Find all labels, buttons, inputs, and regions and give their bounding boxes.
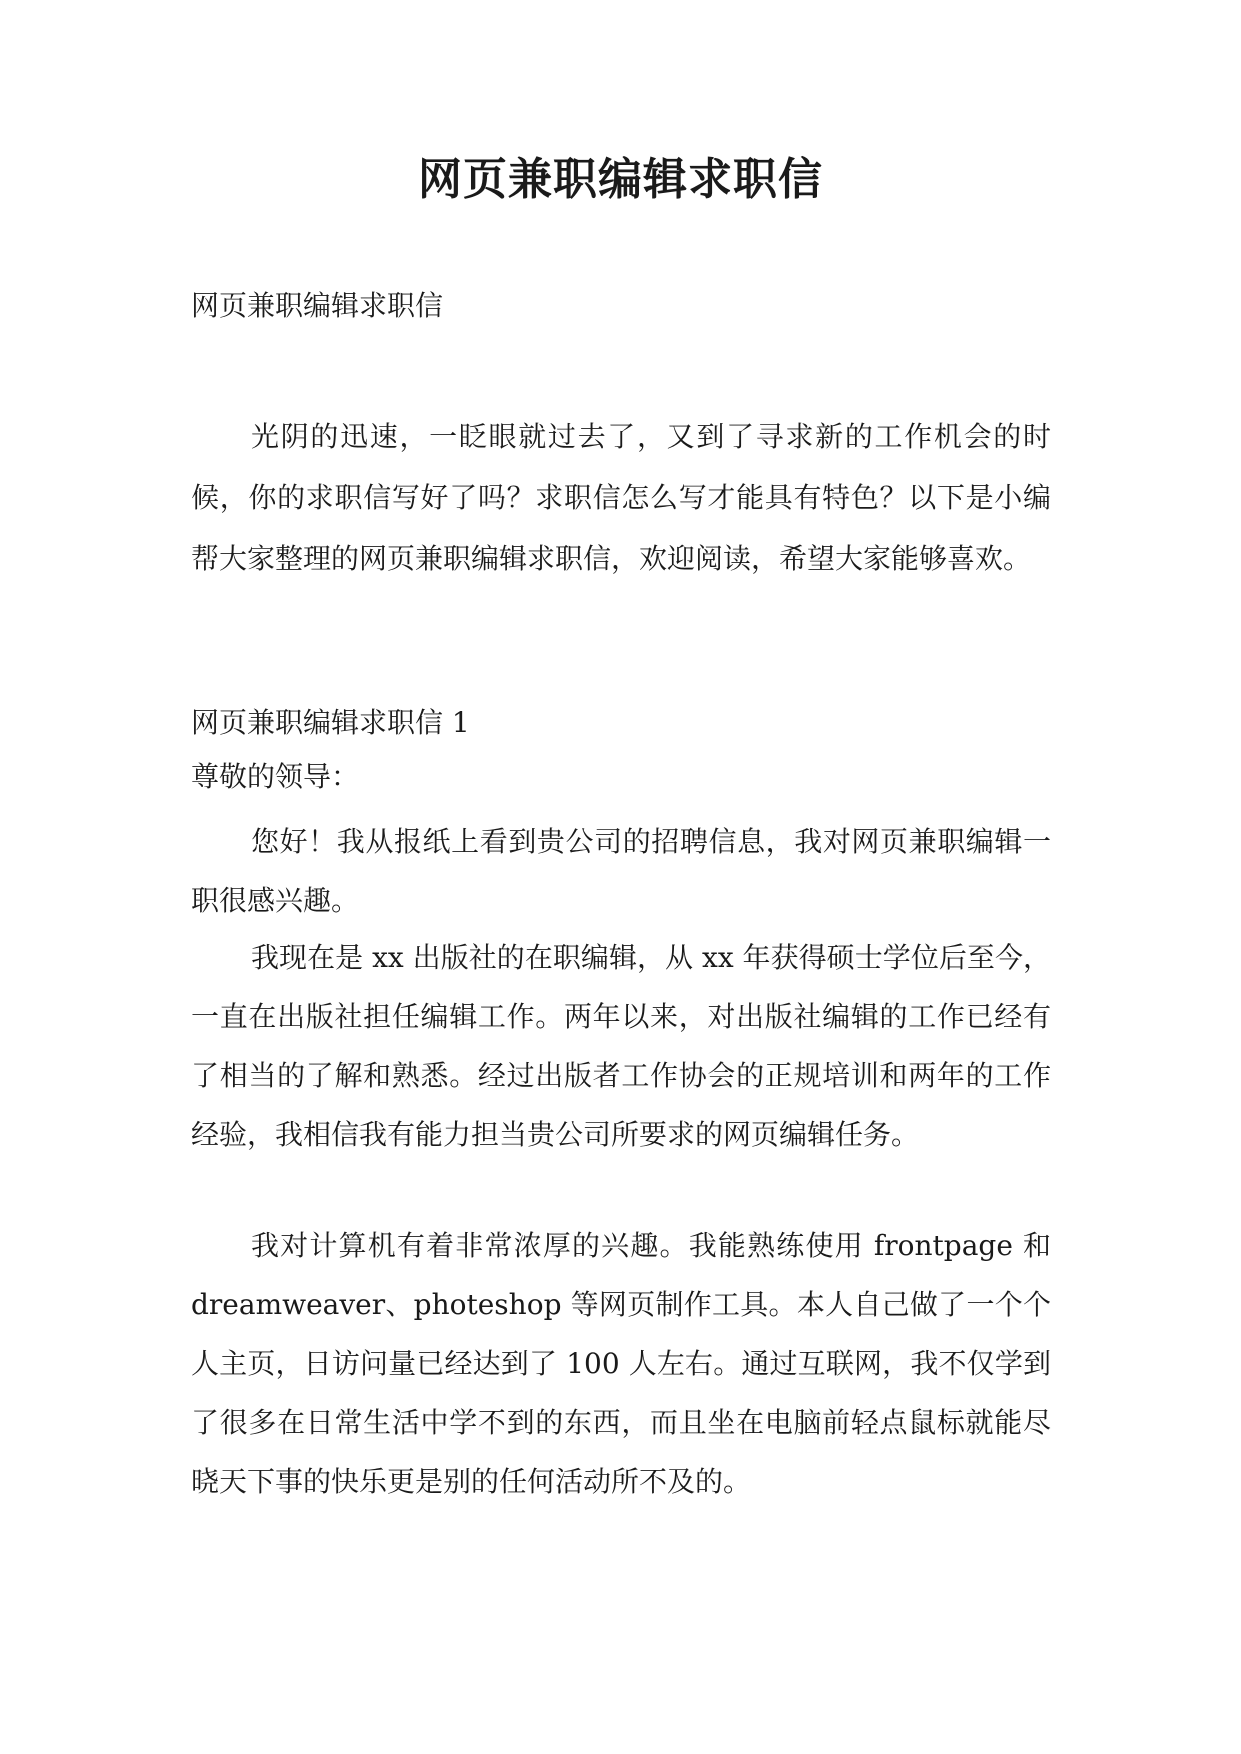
salutation: 尊敬的领导：: [191, 760, 360, 793]
body-paragraph-2: 我现在是 xx 出版社的在职编辑，从 xx 年获得硕士学位后至今，一直在出版社担任编辑工作。两年以来，对出版社编辑的工作已经有了相当的了解和熟悉。经过出版者工作协会的正规培训和两年的工作经验，我相信我有能力担当贵公司所要求的网页编辑任务。: [191, 941, 1051, 1151]
document-subtitle: 网页兼职编辑求职信: [191, 289, 444, 322]
section-title: 网页兼职编辑求职信 1: [191, 706, 470, 739]
body-paragraph-3: 我对计算机有着非常浓厚的兴趣。我能熟练使用 frontpage 和 dreamweaver、photeshop 等网页制作工具。本人自己做了一个个人主页，日访问量已经达到了 100 人左右。通过互联网，我不仅学到了很多在日常生活中学不到的东西，而且坐在电脑前轻点鼠标就能尽晓天下事的快乐更是别的任何活动所不及的。: [191, 1229, 1051, 1498]
body-paragraph-1: 您好！我从报纸上看到贵公司的招聘信息，我对网页兼职编辑一职很感兴趣。: [191, 825, 1051, 917]
document-title: 网页兼职编辑求职信: [418, 154, 823, 205]
intro-paragraph: 光阴的迅速，一眨眼就过去了，又到了寻求新的工作机会的时候，你的求职信写好了吗？求职信怎么写才能具有特色？以下是小编帮大家整理的网页兼职编辑求职信，欢迎阅读，希望大家能够喜欢。: [191, 420, 1051, 575]
